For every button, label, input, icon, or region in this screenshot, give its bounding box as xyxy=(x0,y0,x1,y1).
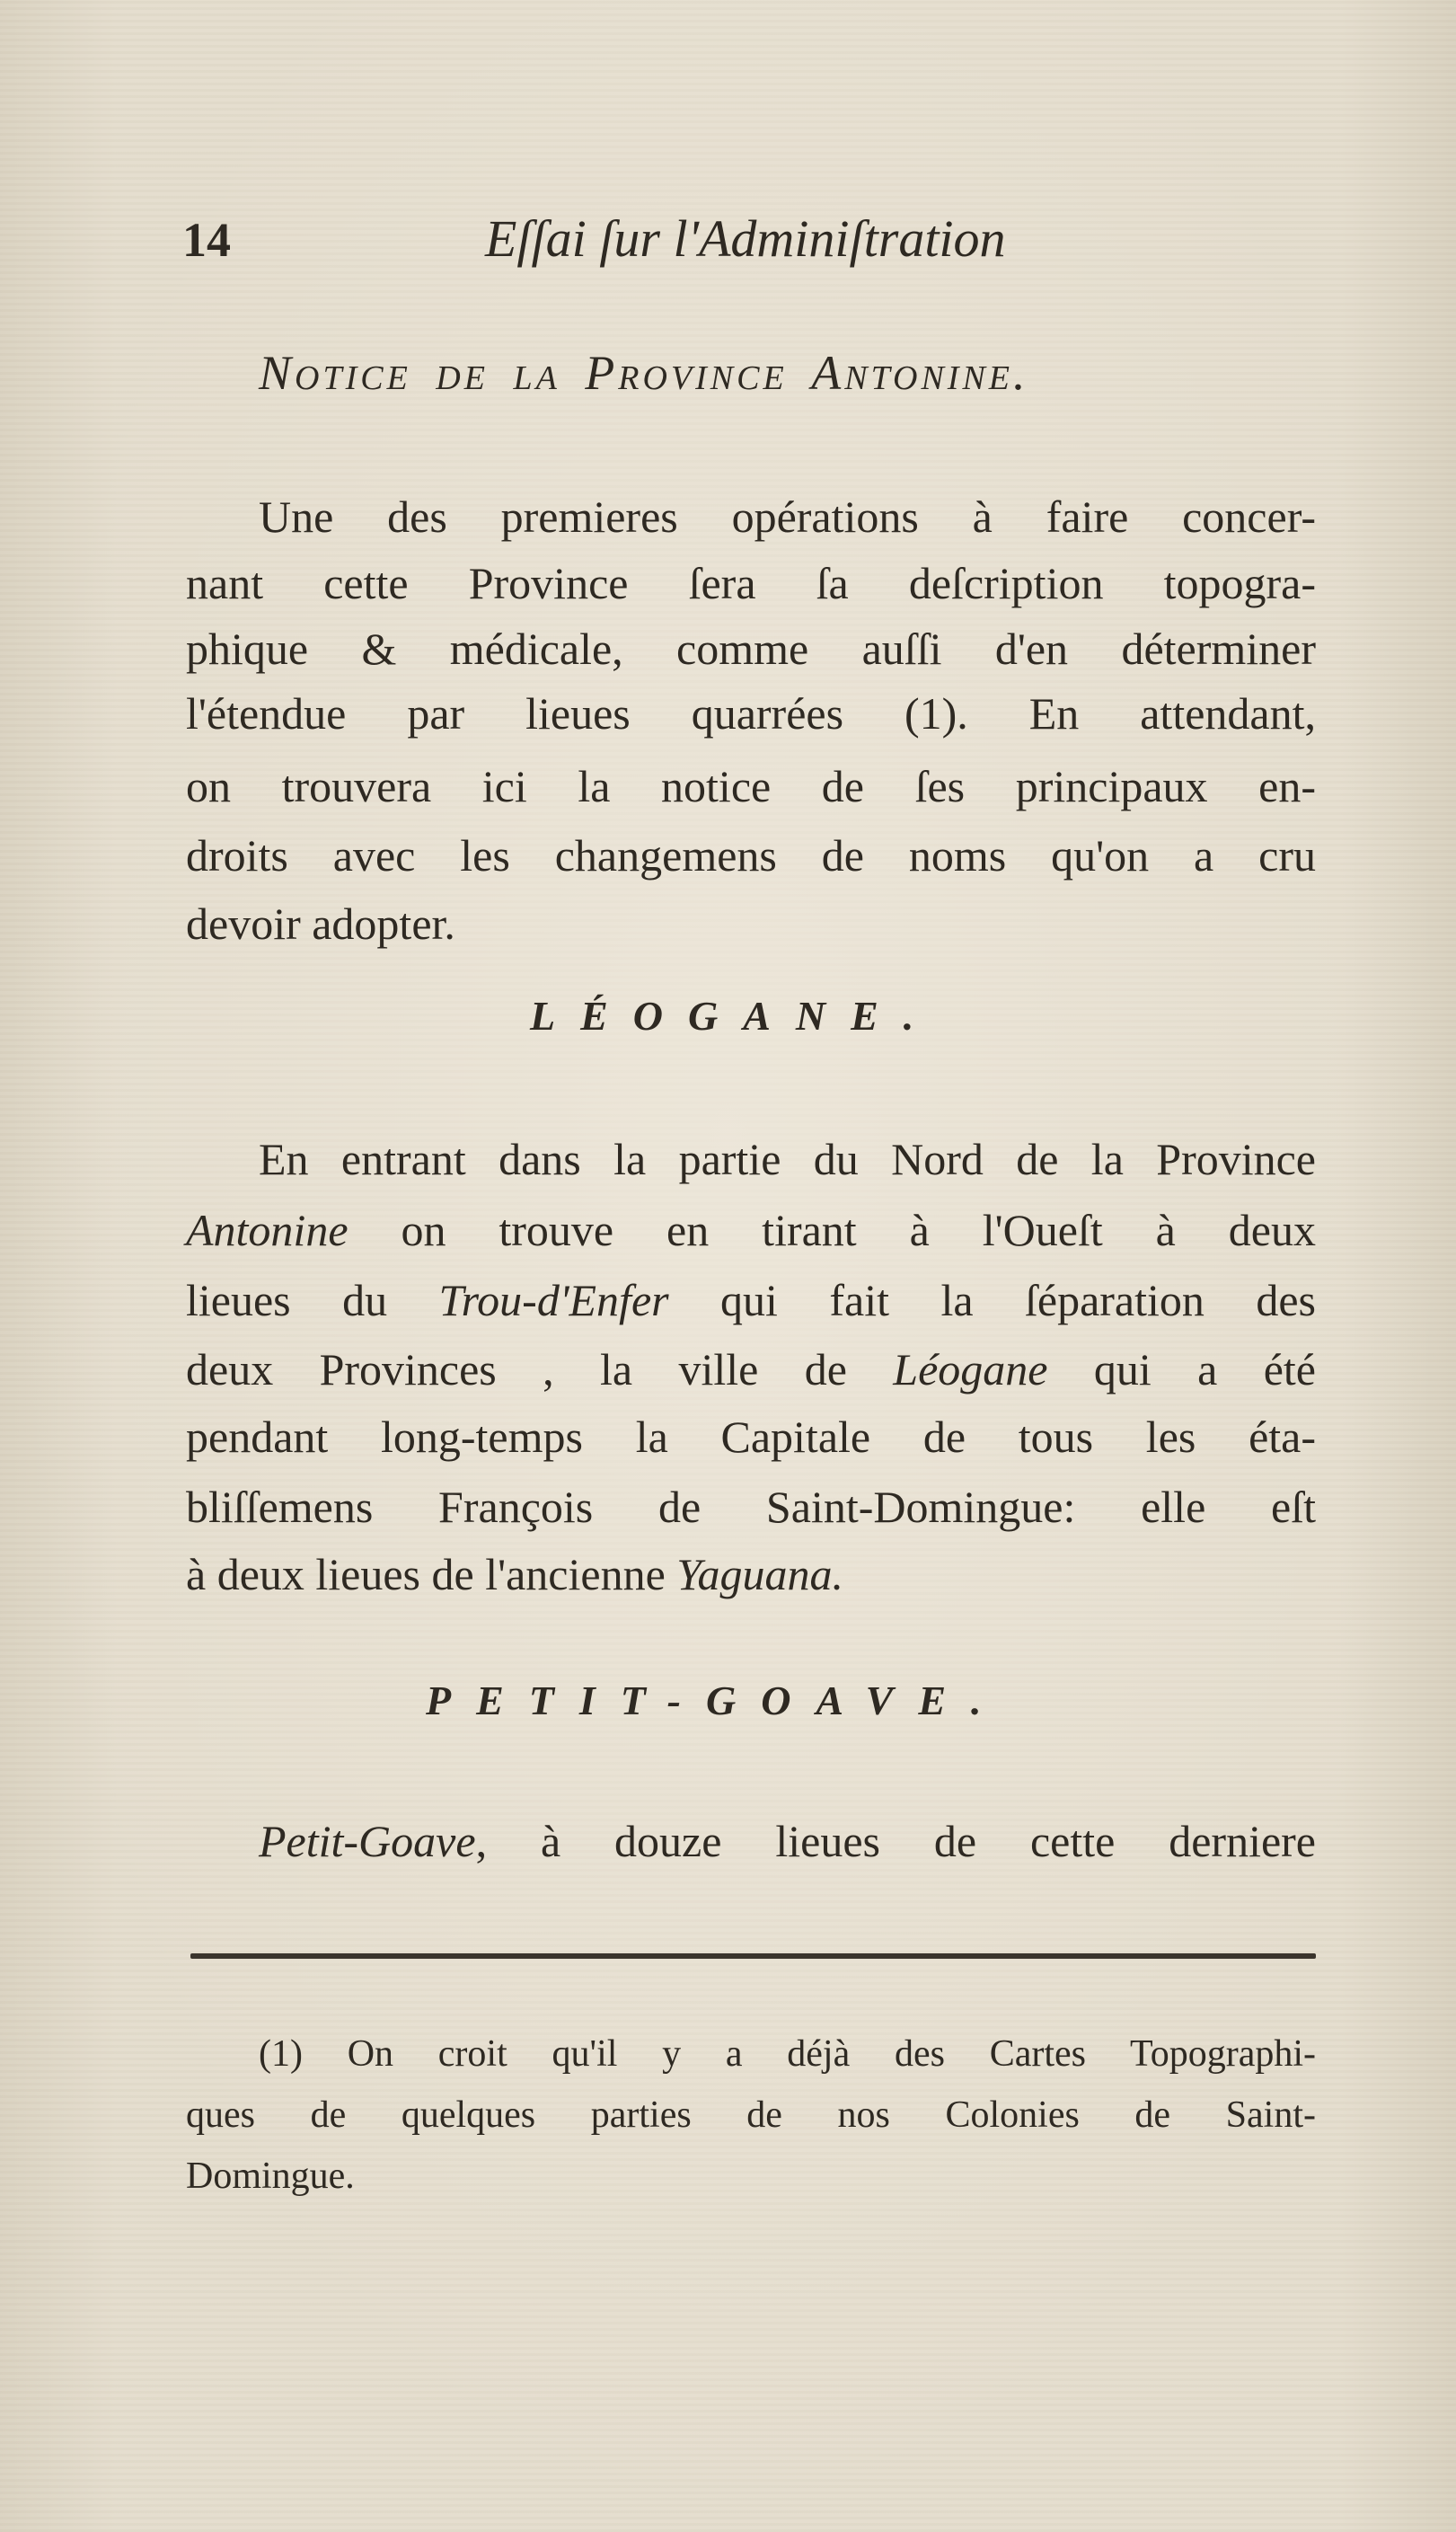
italic-text: Antonine xyxy=(186,1205,349,1255)
text-segment: En entrant dans la partie du Nord de la Province xyxy=(259,1134,1316,1184)
text-segment: , à douze lieues de cette derniere xyxy=(475,1816,1316,1866)
text-segment: l'étendue par lieues quarrées (1). En attendant, xyxy=(186,688,1316,739)
text-segment: qui fait la ſéparation des xyxy=(668,1275,1316,1325)
heading-petit-goave: PETIT-GOAVE. xyxy=(426,1678,1007,1723)
text-segment: lieues du xyxy=(186,1275,439,1325)
text-segment: (1) On croit qu'il y a déjà des Cartes Topographi- xyxy=(259,2033,1316,2075)
text-line xyxy=(186,1196,1316,1264)
text-segment: on trouvera ici la notice de ſes principaux en- xyxy=(186,761,1316,811)
text-segment: bliſſemens François de Saint-Domingue: elle eſt xyxy=(186,1482,1316,1532)
text-line xyxy=(259,1125,1316,1193)
text-line xyxy=(259,1807,1316,1875)
text-line xyxy=(186,821,1316,890)
text-line xyxy=(259,482,1316,551)
text-segment: deux Provinces , la ville de xyxy=(186,1344,894,1394)
text-segment: devoir adopter. xyxy=(186,899,455,949)
text-segment: on trouve en tirant à l'Oueſt à deux xyxy=(348,1205,1316,1255)
page-number: 14 xyxy=(182,213,231,267)
text-line xyxy=(186,549,1316,617)
heading-leogane: LÉOGANE. xyxy=(530,993,940,1039)
italic-text: Léogane xyxy=(893,1344,1048,1394)
italic-text: Trou-d'Enfer xyxy=(438,1275,669,1325)
italic-text: Petit-Goave xyxy=(259,1816,476,1866)
text-line xyxy=(186,615,1316,683)
text-segment: phique & médicale, comme auſſi d'en déterminer xyxy=(186,624,1316,674)
text-segment: ques de quelques parties de nos Colonies de Saint- xyxy=(186,2094,1316,2136)
text-segment: pendant long-temps la Capitale de tous les éta- xyxy=(186,1412,1316,1462)
text-line xyxy=(186,679,1316,748)
italic-text: Yaguana. xyxy=(676,1549,843,1599)
text-line xyxy=(186,1540,1316,1608)
text-segment: qui a été xyxy=(1047,1344,1316,1394)
section-title: Notice de la Province Antonine. xyxy=(259,346,1029,400)
text-line xyxy=(186,1473,1316,1541)
running-title: Eſſai ſur l'Adminiſtration xyxy=(485,209,1006,268)
text-line xyxy=(186,1403,1316,1471)
text-line xyxy=(186,752,1316,820)
text-line xyxy=(259,2023,1316,2085)
text-segment: Domingue. xyxy=(186,2156,355,2197)
text-line xyxy=(186,1266,1316,1334)
text-segment: à deux lieues de l'ancienne xyxy=(186,1549,677,1599)
text-line xyxy=(186,1335,1316,1403)
text-line xyxy=(186,890,1316,958)
text-segment: Une des premieres opérations à faire concer- xyxy=(259,491,1316,542)
text-line xyxy=(186,2085,1316,2146)
footnote-rule xyxy=(190,1953,1316,1959)
text-line xyxy=(186,2146,1316,2207)
text-segment: nant cette Province ſera ſa deſcription topogra- xyxy=(186,558,1316,608)
text-segment: droits avec les changemens de noms qu'on a cru xyxy=(186,830,1316,881)
